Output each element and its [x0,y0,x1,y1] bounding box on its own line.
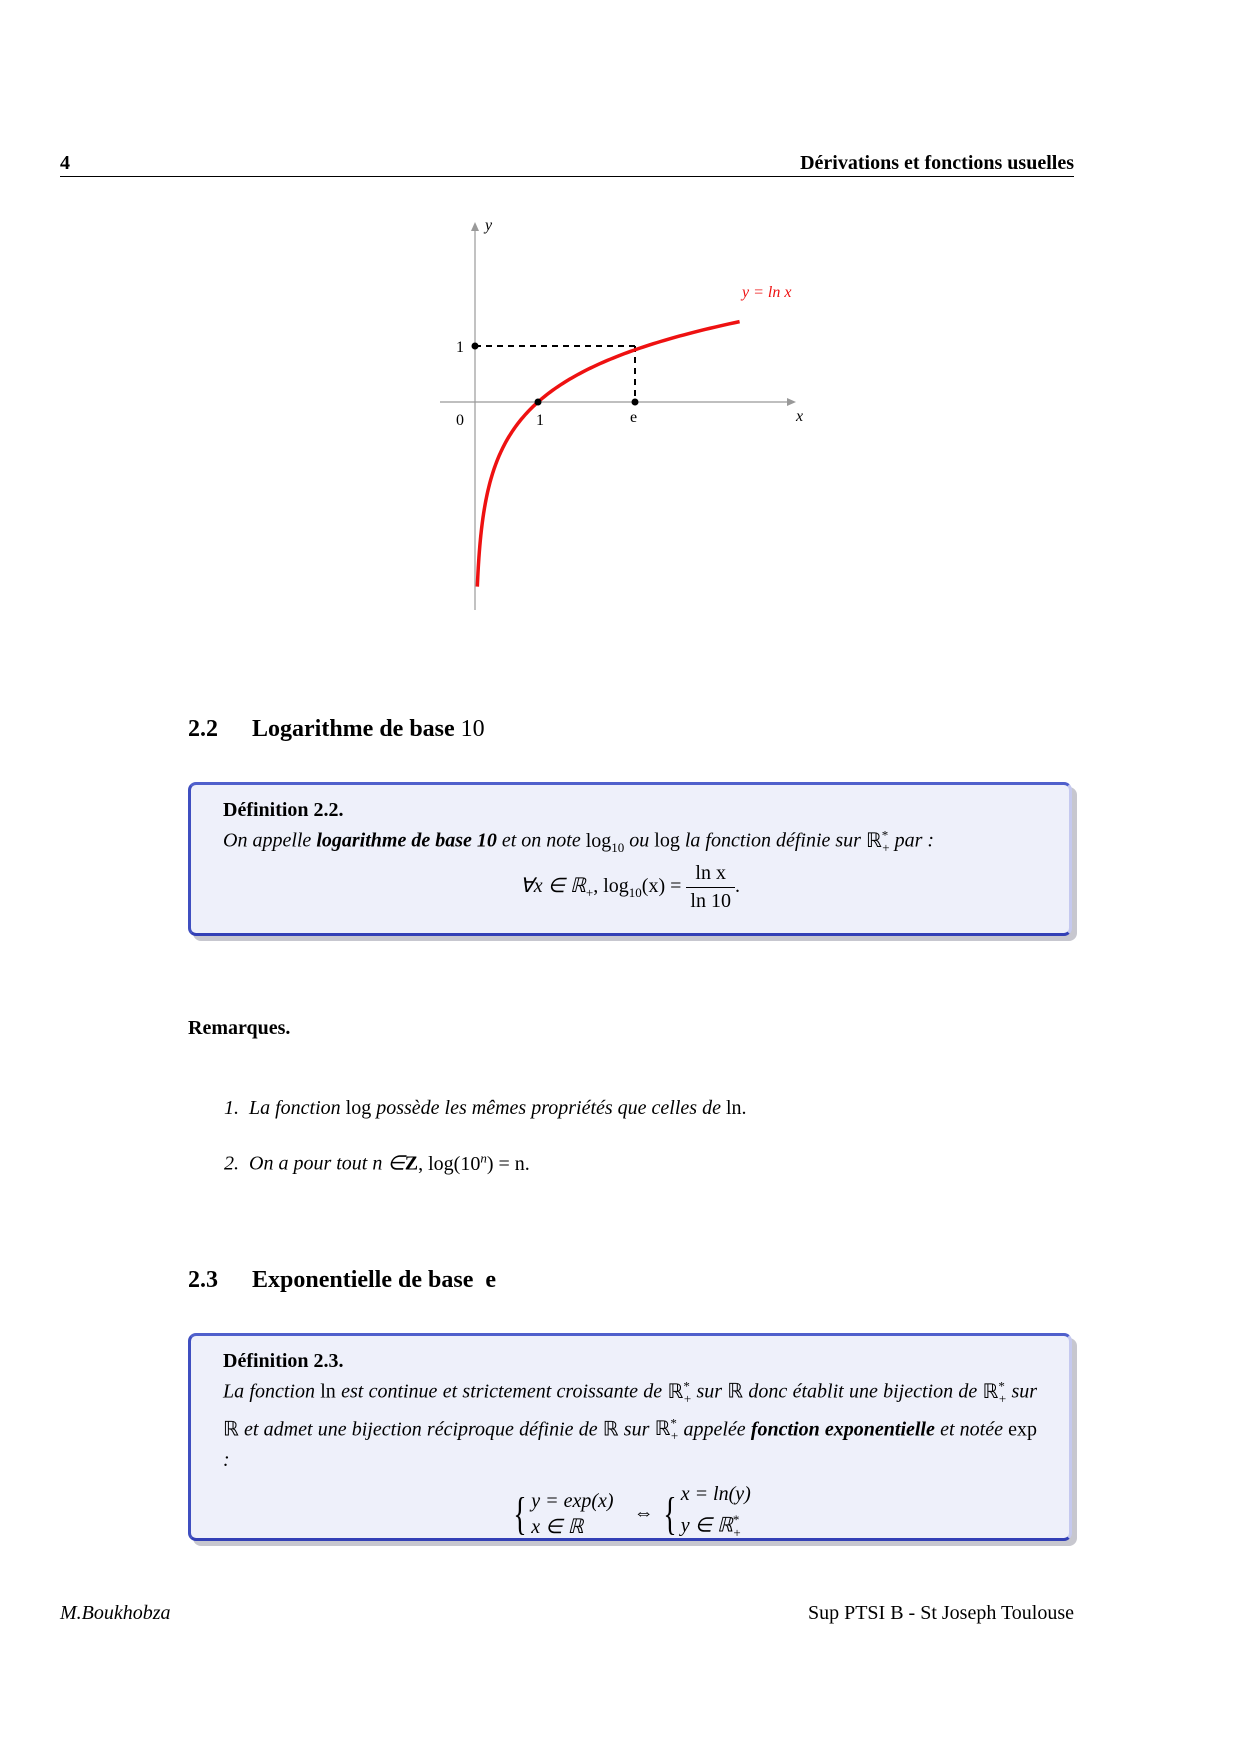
section-title-math: 10 [460,716,485,742]
point-1-0 [535,399,542,406]
y-tick-1: 1 [456,339,464,356]
footer-school: Sup PTSI B - St Joseph Toulouse [807,1602,1074,1624]
system-left: { y = exp(x) x ∈ ℝ [513,1487,614,1539]
page-number: 4 [60,152,70,174]
system-right: { x = ln(y) y ∈ ℝ*$_+$ [663,1483,751,1540]
defined-term: fonction exponentielle [750,1418,935,1441]
section-title: Exponentielle de base [252,1267,474,1293]
header-rule [60,176,1074,177]
origin-label: 0 [456,412,464,429]
x-axis-label: x [796,408,804,425]
ln-curve [477,322,739,587]
section-number: 2.3 [188,1267,218,1293]
footer-author: M.Boukhobza [60,1602,171,1624]
x-axis-arrow-icon [787,398,796,406]
point-0-1 [472,343,479,350]
x-tick-1: 1 [536,412,544,429]
remark-item-1: 1. La fonction log possède les mêmes propriétés que celles de ln. [224,1097,747,1119]
definition-2-2-box [188,782,1072,936]
definition-formula: ∀x ∈ ℝ$_+$, $\log_{10}(x)$ = $\frac{\text{ln x}}{\ln 10}$ . [520,861,740,912]
curve-label: y = ln x [742,284,792,301]
section-title: Logarithme de base [252,716,455,742]
definition-title: Définition 2.2. [223,799,344,821]
remarks-title: Remarques. [188,1017,291,1039]
section-2-2-heading [188,716,485,743]
section-2-3-heading [188,1267,496,1294]
point-e-0 [632,399,639,406]
definition-text: On appelle logarithme de base 10 et on note $\log_{10}$ ou log la fonction définie sur ℝ*$_+$ par : [223,827,935,855]
fraction: $\frac{\text{ln x}}{\ln 10}$ [686,862,735,913]
x-tick-e: e [630,409,638,426]
section-title-math: e [485,1267,496,1293]
ln-graph [430,210,830,620]
remark-item-2: 2. On a pour tout n ∈Z, $\log(10^n) = n$. [224,1150,530,1175]
definition-system [223,1481,1037,1546]
chapter-title: Dérivations et fonctions usuelles [800,152,1074,174]
y-axis-label: y [485,217,493,234]
section-number: 2.2 [188,716,218,742]
y-axis-arrow-icon [471,222,479,231]
definition-text: La fonction ln est continue et strictement croissante de ℝ*$_+$ sur ℝ donc établit une bijection de ℝ*$_+$ sur ℝ et admet une bijection réciproque définie de ℝ sur ℝ*$_+$ appelée fonction exponentielle et notée exp : [223,1378,1038,1472]
equivalence-symbol: ⇔ [633,1502,654,1525]
definition-2-3-box [188,1333,1072,1541]
definition-title: Définition 2.3. [223,1350,344,1372]
defined-term: logarithme de base 10 [316,829,497,852]
